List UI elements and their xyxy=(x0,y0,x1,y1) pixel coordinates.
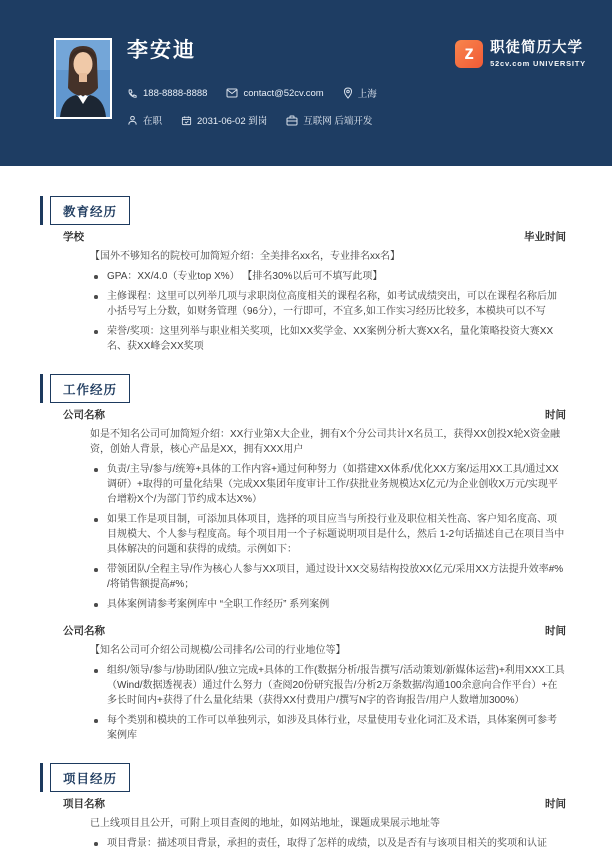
section-accent-bar xyxy=(40,196,43,225)
bullet-item: 具体案例请参考案例库中 “全职工作经历” 系列案例 xyxy=(90,597,566,612)
resume-section xyxy=(40,763,566,851)
contact-block xyxy=(127,86,396,140)
entry-right-label: 时间 xyxy=(545,625,566,637)
status-item xyxy=(127,113,162,127)
entry-right-label: 时间 xyxy=(545,798,566,810)
resume-entry xyxy=(40,624,566,743)
logo-mark-icon: z xyxy=(455,40,483,68)
location-item xyxy=(343,86,377,100)
logo-title: 职徒简历大学 xyxy=(490,40,584,56)
resume-entry xyxy=(40,230,566,354)
bullet-item: 带领团队/全程主导/作为核心人参与XX项目，通过设计XX交易结构投放XX亿元/采用XX方法提升效率#% /将销售额提高#%； xyxy=(90,562,566,592)
email-item xyxy=(226,88,323,99)
entry-header xyxy=(40,230,566,245)
bullet-item: 负责/主导/参与/统筹+具体的工作内容+通过何种努力（如搭建XX体系/优化XX方案/运用XX工具/通过XX调研）+取得的可量化结果（完成XX集团年度审计工作/获批业务规模达X亿元/为企业创收X万元/实现平台增粉X个/为部门节约成本达X%） xyxy=(90,462,566,507)
availability-item xyxy=(181,113,267,127)
resume-section xyxy=(40,374,566,743)
resume-body xyxy=(0,196,612,851)
briefcase-icon xyxy=(286,115,298,126)
entry-right-label: 毕业时间 xyxy=(524,231,566,243)
status-value: 在职 xyxy=(143,116,163,127)
entry-intro: 已上线项目且公开，可附上项目查阅的地址，如网站地址，课题成果展示地址等 xyxy=(90,818,440,829)
bullet-item: 项目背景：描述项目背景，承担的责任，取得了怎样的成绩，以及是否有与该项目相关的奖项和认证 xyxy=(90,836,566,851)
entry-header xyxy=(40,797,566,812)
resume-section xyxy=(40,196,566,354)
logo-subtitle: 52cv.com UNIVERSITY xyxy=(490,58,586,68)
entry-header xyxy=(40,624,566,639)
bullet-item: 如果工作是项目制，可添加具体项目，选择的项目应当与所投行业及职位相关性高、客户知名度高、项目规模大、个人参与程度高。每个项目用一个子标题说明项目是什么，然后 1-2句话描述自己在项目当中具体解决的问题和获得的成绩。示例如下： xyxy=(90,512,566,557)
profile-photo-illustration xyxy=(56,40,110,117)
header-identity xyxy=(127,34,196,64)
section-header xyxy=(40,374,566,403)
bullet-list xyxy=(90,663,566,743)
bullet-list xyxy=(90,836,566,851)
section-header xyxy=(40,763,566,792)
section-title: 工作经历 xyxy=(50,374,130,403)
section-header xyxy=(40,196,566,225)
bullet-item: 每个类别和模块的工作可以单独列示，如涉及具体行业，尽量使用专业化词汇及术语，具体案例可参考案例库 xyxy=(90,713,566,743)
resume-entry xyxy=(40,408,566,612)
calendar-icon xyxy=(181,115,192,126)
location-pin-icon xyxy=(343,87,353,99)
location-value: 上海 xyxy=(357,89,377,100)
brand-logo xyxy=(455,40,586,68)
bullet-item: 主修课程：这里可以列举几项与求职岗位高度相关的课程名称，如考试成绩突出，可以在课程名称后加小括号写上分数，如财务管理（96分），一行即可，不宜多,如工作实习经历比较多，本模块可以不写 xyxy=(90,289,566,319)
entry-intro: 【知名公司可介绍公司规模/公司排名/公司的行业地位等】 xyxy=(90,645,346,656)
resume-header xyxy=(0,0,612,166)
bullet-item: 组织/领导/参与/协助团队/独立完成+具体的工作(数据分析/报告撰写/活动策划/新媒体运营)+利用XXX工具（Wind/数据透视表）通过什么努力（查阅20份研究报告/分析2万条数据/沟通100余意向合作平台）+在多长时间内+获得了什么量化结果（获得XX付费用户/撰写N字的咨询报告/用户人数增加300%） xyxy=(90,663,566,708)
section-accent-bar xyxy=(40,374,43,403)
contact-row-2 xyxy=(127,113,396,127)
entry-header xyxy=(40,408,566,423)
phone-icon xyxy=(127,88,138,99)
job-target-item xyxy=(286,113,372,127)
person-icon xyxy=(127,115,138,126)
contact-row-1 xyxy=(127,86,396,100)
entry-left-label: 公司名称 xyxy=(63,409,105,421)
entry-left-label: 项目名称 xyxy=(63,798,105,810)
logo-text xyxy=(490,41,586,67)
mail-icon xyxy=(226,88,238,98)
bullet-item: 荣誉/奖项：这里列举与职业相关奖项，比如XX奖学金、XX案例分析大赛XX名，量化策略投资大赛XX名、获XX峰会XX奖项 xyxy=(90,324,566,354)
section-accent-bar xyxy=(40,763,43,792)
bullet-item: GPA：XX/4.0（专业top X%） 【排名30%以后可不填写此项】 xyxy=(90,269,566,284)
entry-intro: 【国外不够知名的院校可加简短介绍：全美排名xx名，专业排名xx名】 xyxy=(90,251,400,262)
entry-left-label: 学校 xyxy=(63,231,84,243)
email-value: contact@52cv.com xyxy=(243,87,324,99)
job-target-value: 互联网 后端开发 xyxy=(303,116,373,127)
availability-value: 2031-06-02 到岗 xyxy=(197,116,268,127)
resume-entry xyxy=(40,797,566,851)
bullet-list xyxy=(90,269,566,354)
entry-right-label: 时间 xyxy=(545,409,566,421)
section-title: 教育经历 xyxy=(50,196,130,225)
profile-photo xyxy=(54,38,112,119)
phone-item xyxy=(127,88,207,99)
phone-value: 188-8888-8888 xyxy=(143,87,208,99)
candidate-name: 李安迪 xyxy=(127,39,196,62)
section-title: 项目经历 xyxy=(50,763,130,792)
entry-left-label: 公司名称 xyxy=(63,625,105,637)
entry-intro: 如是不知名公司可加简短介绍：XX行业第X大企业，拥有X个分公司共计X名员工，获得XX创投X轮X资金融资，创始人背景，核心产品是XX，拥有XXX用户 xyxy=(90,429,561,455)
bullet-list xyxy=(90,462,566,612)
